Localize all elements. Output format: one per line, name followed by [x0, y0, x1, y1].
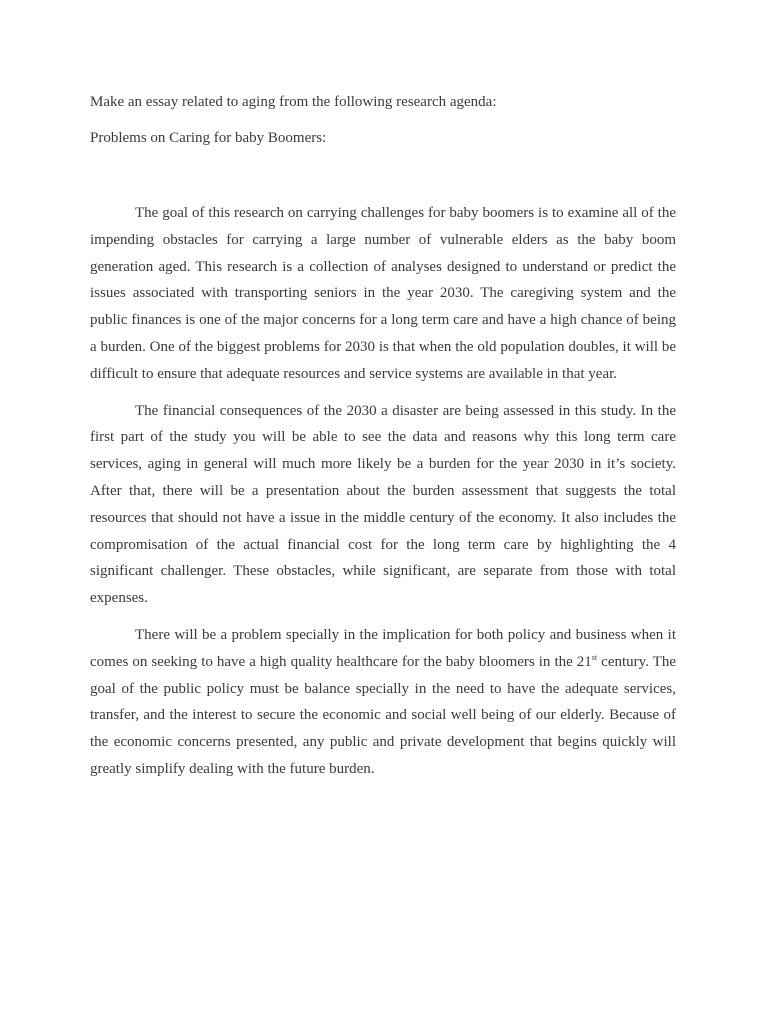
ordinal-suffix: st [591, 652, 598, 662]
paragraph-3 [90, 622, 676, 783]
paragraph-3-start: There will be a problem specially in the implication for both policy and business when it comes on seeking to have a high quality healthcare for the baby bloomers in the 21 [90, 626, 676, 670]
paragraph-1: The goal of this research on carrying challenges for baby boomers is to examine all of the impending obstacles for carrying a large number of vulnerable elders as the baby boom generation aged. This research is a collection of analyses designed to understand or predict the issues associated with transporting seniors in the year 2030. The caregiving system and the public finances is one of the major concerns for a long term care and have a high chance of being a burden. One of the biggest problems for 2030 is that when the old population doubles, it will be difficult to ensure that adequate resources and service systems are available in that year. [90, 205, 676, 382]
paragraph-2: The financial consequences of the 2030 a disaster are being assessed in this study. In the first part of the study you will be able to see the data and reasons why this long term care services, aging in general will much more likely be a burden for the year 2030 in it’s society. After that, there will be a presentation about the burden assessment that suggests the total resources that should not have a issue in the middle century of the economy. It also includes the compromisation of the actual financial cost for the long term care by highlighting the 4 significant challenger. These obstacles, while significant, are separate from those with total expenses. [90, 402, 676, 607]
essay-prompt: Make an essay related to aging from the following research agenda: [90, 94, 497, 110]
paragraph-3-end: century. The goal of the public policy must be balance specially in the need to have the adequate services, transfer, and the interest to secure the economic and social well being of our elderly. Because of the economic concerns presented, any public and private development that begins quickly will greatly simplify dealing with the future burden. [90, 653, 676, 777]
essay-topic: Problems on Caring for baby Boomers: [90, 130, 327, 146]
essay-body [90, 200, 676, 793]
